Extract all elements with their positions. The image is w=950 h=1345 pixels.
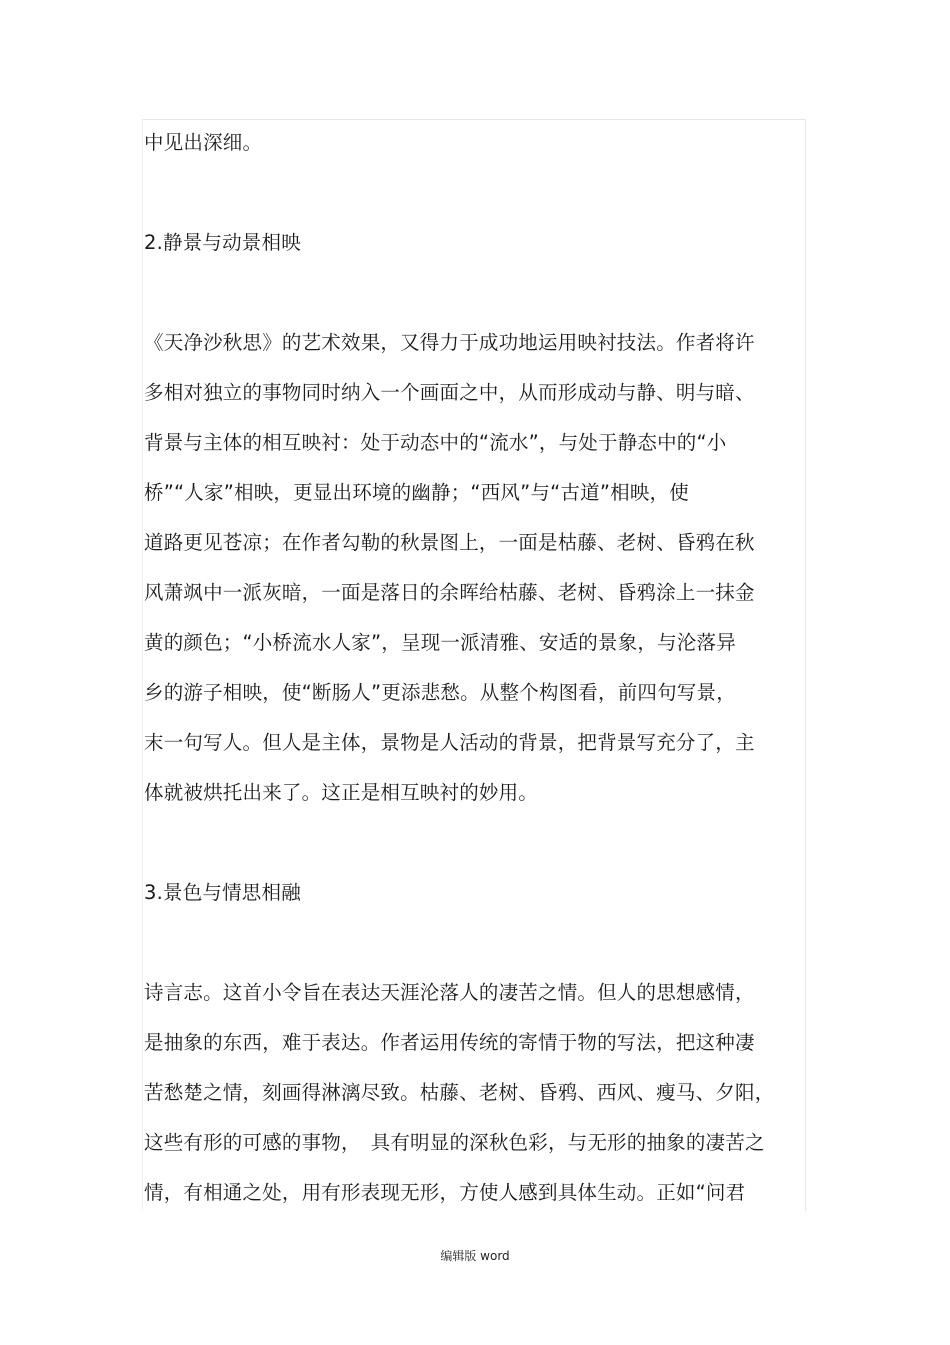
paragraph-line: 道路更见苍凉；在作者勾勒的秋景图上，一面是枯藤、老树、昏鸦在秋 bbox=[144, 531, 755, 554]
page-footer: 编辑版 word bbox=[440, 1249, 510, 1263]
document-body bbox=[144, 118, 784, 1218]
paragraph-line: 桥”“人家”相映，更显出环境的幽静；“西风”与“古道”相映，使 bbox=[144, 481, 689, 504]
paragraph-line: 黄的颜色；“小桥流水人家”，呈现一派清雅、安适的景象，与沦落异 bbox=[144, 631, 736, 654]
section2-paragraph bbox=[144, 318, 784, 818]
section-heading: 2.静景与动景相映 bbox=[144, 231, 301, 254]
paragraph-line: 《天净沙秋思》的艺术效果，又得力于成功地运用映衬技法。作者将许 bbox=[144, 331, 755, 354]
paragraph-line: 情，有相通之处，用有形表现无形，方使人感到具体生动。正如“问君 bbox=[144, 1181, 746, 1204]
paragraph-line: 末一句写人。但人是主体，景物是人活动的背景，把背景写充分了，主 bbox=[144, 731, 755, 754]
paragraph-gap bbox=[144, 918, 784, 968]
paragraph-line: 多相对独立的事物同时纳入一个画面之中，从而形成动与静、明与暗、 bbox=[144, 381, 755, 404]
paragraph-line: 乡的游子相映，使“断肠人”更添悲愁。从整个构图看，前四句写景， bbox=[144, 681, 736, 704]
paragraph-line: 苦愁楚之情，刻画得淋漓尽致。枯藤、老树、昏鸦、西风、瘦马、夕阳， bbox=[144, 1081, 775, 1104]
paragraph-line: 诗言志。这首小令旨在表达天涯沦落人的凄苦之情。但人的思想感情， bbox=[144, 981, 755, 1004]
paragraph-gap bbox=[144, 818, 784, 868]
section-heading: 3.景色与情思相融 bbox=[144, 881, 301, 904]
paragraph-gap bbox=[144, 268, 784, 318]
paragraph-line: 是抽象的东西，难于表达。作者运用传统的寄情于物的写法，把这种凄 bbox=[144, 1031, 755, 1054]
paragraph-line: 背景与主体的相互映衬：处于动态中的“流水”，与处于静态中的“小 bbox=[144, 431, 727, 454]
paragraph-gap bbox=[144, 168, 784, 218]
section3-paragraph bbox=[144, 968, 784, 1218]
paragraph-line: 体就被烘托出来了。这正是相互映衬的妙用。 bbox=[144, 781, 539, 804]
paragraph-line: 中见出深细。 bbox=[144, 131, 263, 154]
paragraph-line: 风萧飒中一派灰暗，一面是落日的余晖给枯藤、老树、昏鸦涂上一抹金 bbox=[144, 581, 755, 604]
paragraph-line: 这些有形的可感的事物， 具有明显的深秋色彩，与无形的抽象的凄苦之 bbox=[144, 1131, 765, 1154]
